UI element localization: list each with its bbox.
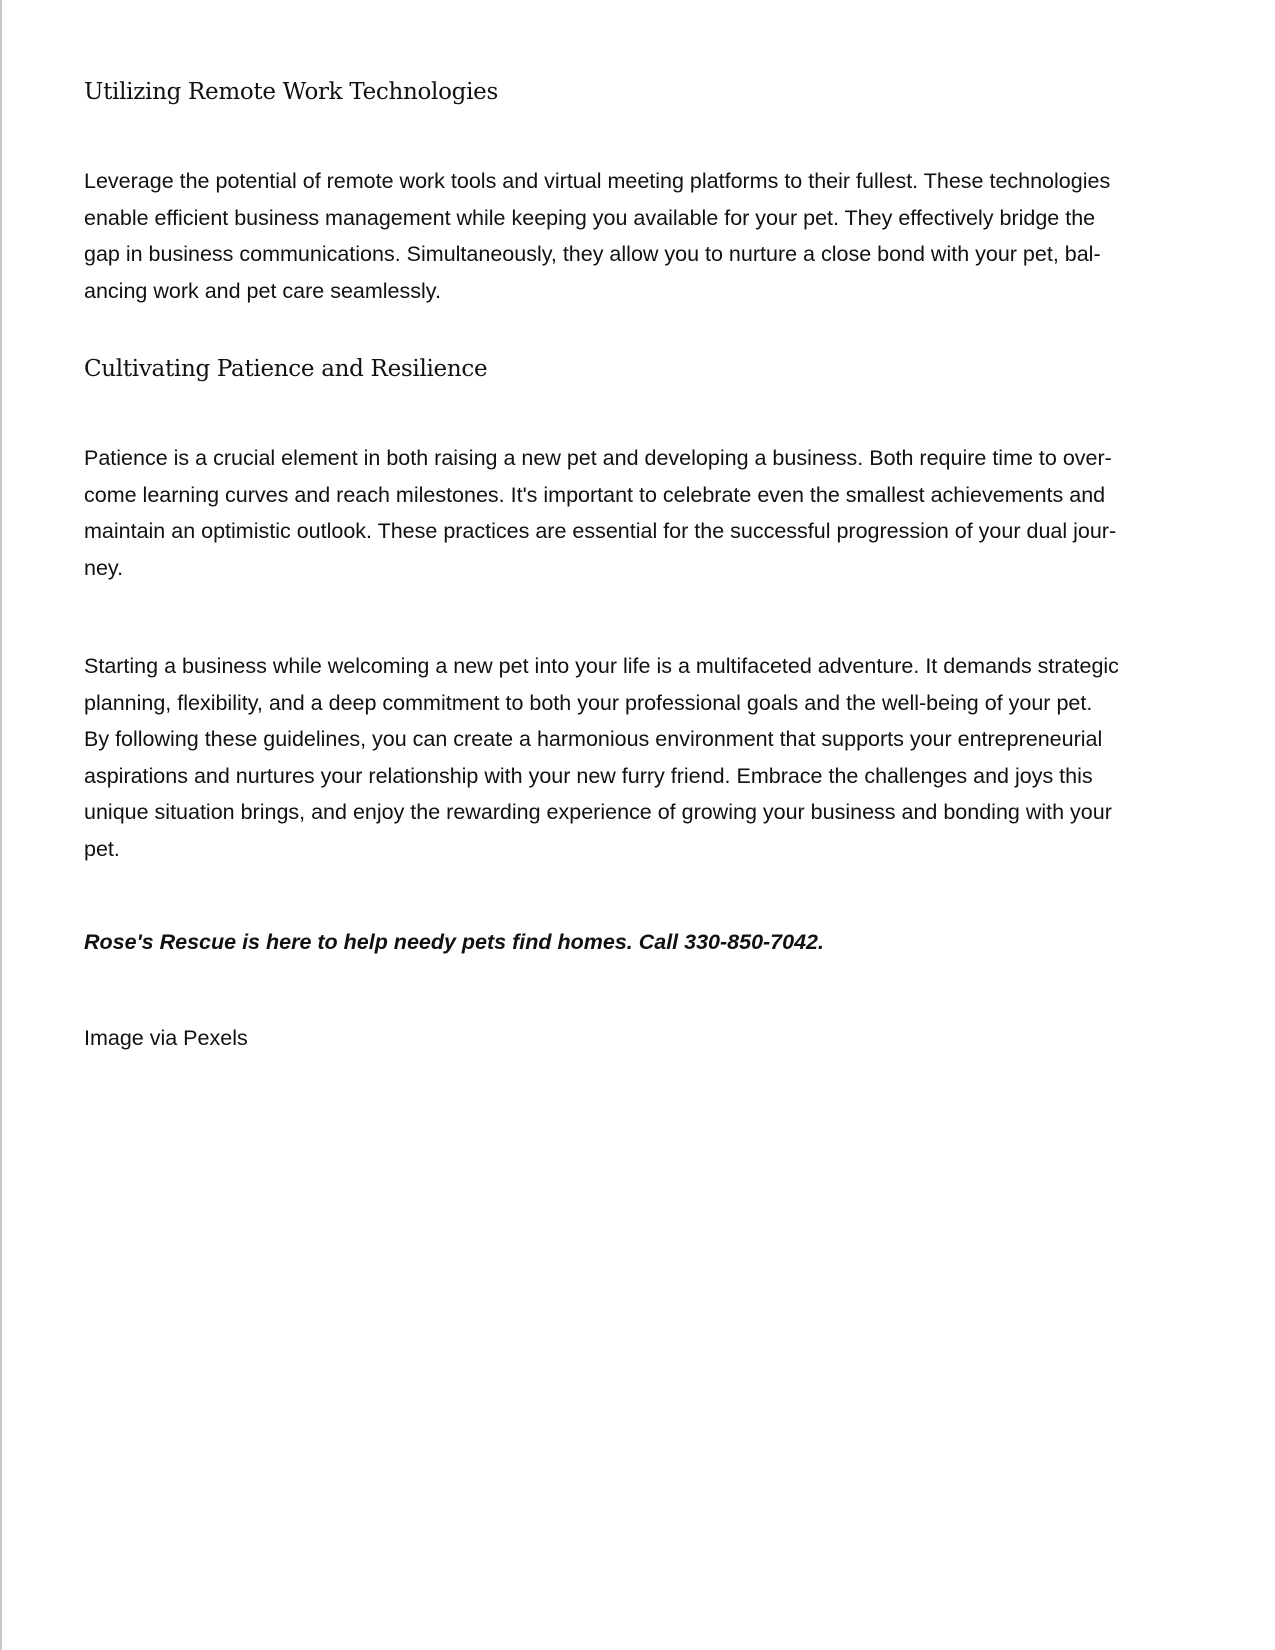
paragraph-line: By following these guidelines, you can create a harmonious environment that supports your entrepreneurial xyxy=(84,727,1103,751)
paragraph-line: Starting a business while welcoming a new pet into your life is a multifaceted adventure. It demands strategic xyxy=(84,654,1119,678)
paragraph-line: maintain an optimistic outlook. These practices are essential for the successful progression of your dual jour- xyxy=(84,519,1117,543)
paragraph-line: Leverage the potential of remote work tools and virtual meeting platforms to their fullest. These technologies xyxy=(84,169,1111,193)
section-paragraph-remote-work xyxy=(84,163,1204,309)
section-paragraph-patience xyxy=(84,440,1204,586)
paragraph-line: aspirations and nurtures your relationship with your new furry friend. Embrace the challenges and joys this xyxy=(84,763,1093,788)
paragraph-line: pet. xyxy=(84,836,120,861)
paragraph-line: ney. xyxy=(84,555,124,580)
paragraph-line: unique situation brings, and enjoy the rewarding experience of growing your business and bonding with your xyxy=(84,800,1112,824)
paragraph-line: gap in business communications. Simultaneously, they allow you to nurture a close bond with your pet, bal- xyxy=(84,242,1101,266)
paragraph-line: ancing work and pet care seamlessly. xyxy=(84,278,441,303)
image-credit: Image via Pexels xyxy=(84,1026,248,1050)
paragraph-line: planning, flexibility, and a deep commitment to both your professional goals and the well-being of your pet. xyxy=(84,690,1093,715)
call-to-action: Rose's Rescue is here to help needy pets find homes. Call 330-850-7042. xyxy=(84,930,824,954)
paragraph-line: come learning curves and reach milestones. It's important to celebrate even the smallest achievements and xyxy=(84,482,1106,507)
conclusion-paragraph xyxy=(84,648,1204,867)
paragraph-line: Patience is a crucial element in both raising a new pet and developing a business. Both require time to over- xyxy=(84,446,1112,470)
paragraph-line: enable efficient business management while keeping you available for your pet. They effectively bridge the xyxy=(84,205,1096,230)
section-heading-remote-work: Utilizing Remote Work Technologies xyxy=(84,79,498,105)
section-heading-patience: Cultivating Patience and Resilience xyxy=(84,356,488,382)
